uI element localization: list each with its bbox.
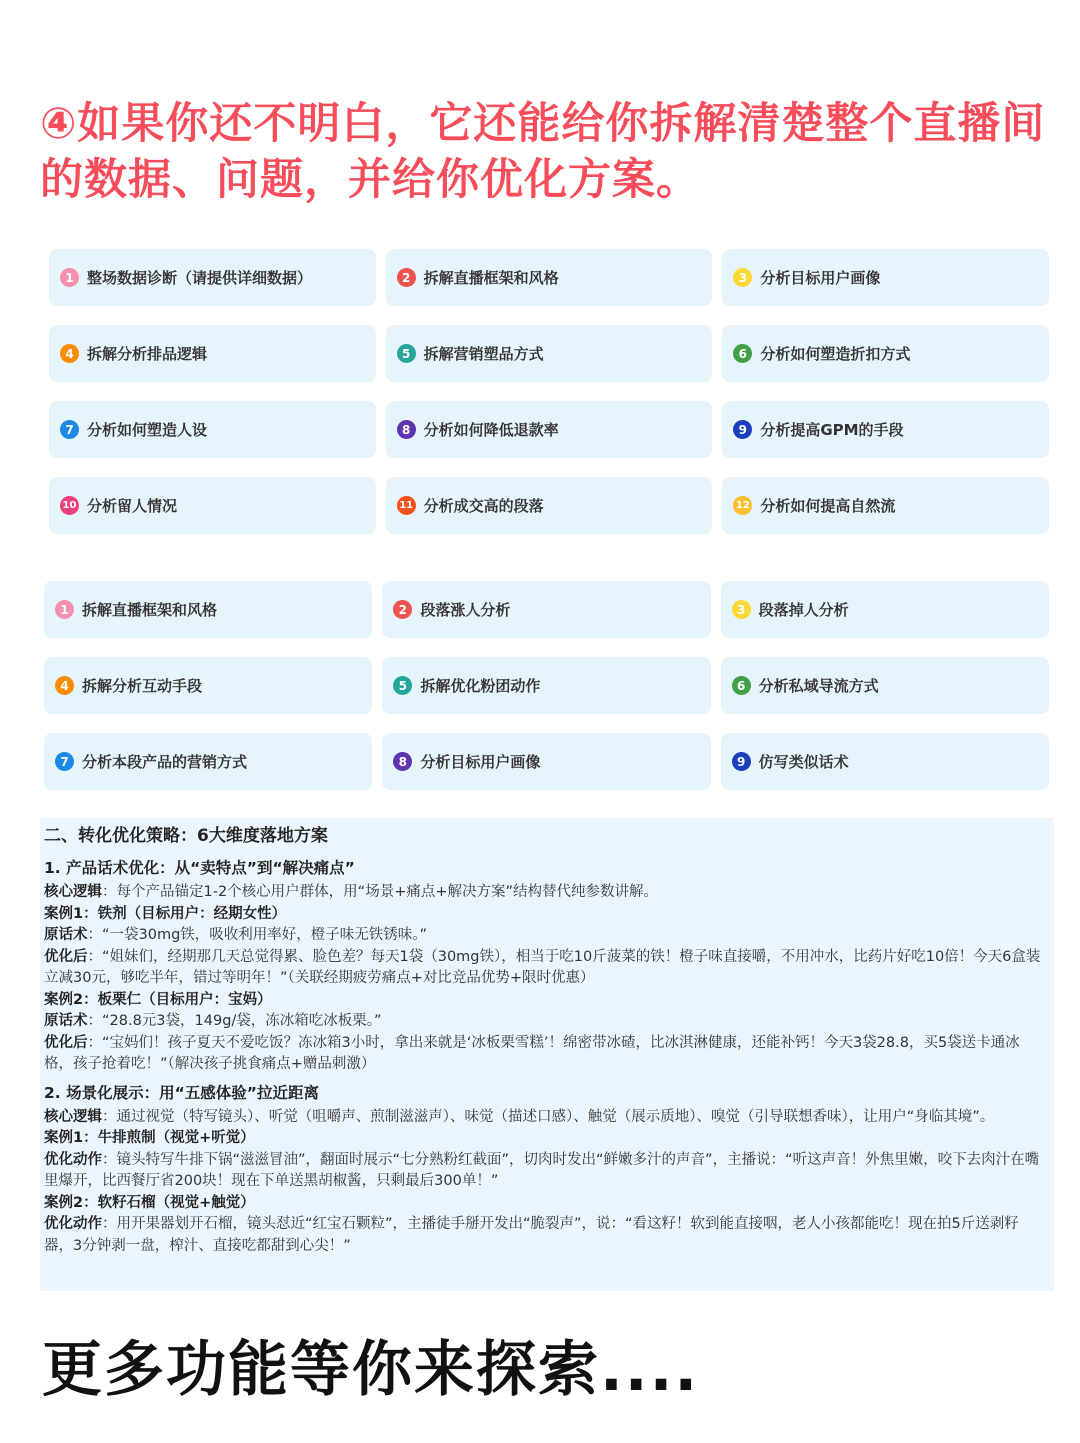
number-badge-icon: 12 [733,496,752,515]
feature-pill[interactable] [722,325,1049,382]
number-badge-icon: 6 [733,344,752,363]
number-badge-icon: 10 [60,496,79,515]
feature-pill-label: 分析成交高的段落 [423,497,544,515]
case-2-title: 案例2：板栗仁（目标用户：宝妈） [44,991,272,1008]
feature-pill-label: 分析提高GPM的手段 [760,421,904,439]
feature-pill[interactable] [382,581,710,638]
number-badge-icon: 3 [733,268,752,287]
number-badge-icon: 9 [732,752,751,771]
feature-pill[interactable] [49,249,376,306]
feature-pill[interactable] [382,657,710,714]
page-headline: ④如果你还不明白，它还能给你拆解清楚整个直播间的数据、问题，并给你优化方案。 [40,99,1046,205]
number-badge-icon: 8 [397,420,416,439]
feature-pill[interactable] [49,477,376,534]
feature-pill-label: 拆解直播框架和风格 [82,601,218,619]
number-badge-icon: 3 [732,600,751,619]
feature-pill[interactable] [49,401,376,458]
feature-pill-label: 分析留人情况 [87,497,178,515]
feature-pill[interactable] [44,733,372,790]
footer-slogan: 更多功能等你来探索.... [42,1335,700,1405]
feature-pill-label: 拆解优化粉团动作 [420,677,541,695]
feature-pill[interactable] [44,657,372,714]
number-badge-icon: 1 [60,268,79,287]
feature-pill[interactable] [722,249,1049,306]
strategy-article [40,818,1054,1291]
feature-pill-label: 分析本段产品的营销方式 [82,753,248,771]
feature-pill[interactable] [382,733,710,790]
article-title: 二、转化优化策略：6大维度落地方案 [44,826,328,846]
feature-pill-label: 拆解分析排品逻辑 [87,345,208,363]
feature-pill[interactable] [386,325,713,382]
feature-pill-label: 分析目标用户画像 [420,753,541,771]
case-3-action: 优化动作：镜头特写牛排下锅“滋滋冒油”，翻面时展示“七分熟粉红截面”，切肉时发出“鲜嫩多汁的声音”，主播说：“听这声音！外焦里嫩，咬下去肉汁在嘴里爆开，比西餐厅省200块！现在下单送黑胡椒酱，只剩最后300单！” [44,1151,1040,1189]
feature-pill-label: 拆解营销塑品方式 [423,345,544,363]
number-badge-icon: 1 [55,600,74,619]
number-badge-icon: 2 [397,268,416,287]
number-badge-icon: 2 [393,600,412,619]
feature-grid-1 [49,249,1049,534]
case-3-title: 案例1：牛排煎制（视觉+听觉） [44,1130,255,1146]
feature-pill[interactable] [386,477,713,534]
feature-pill-label: 段落涨人分析 [420,601,511,619]
feature-pill-label: 仿写类似话术 [758,753,849,771]
section-1-heading: 1. 产品话术优化：从“卖特点”到“解决痛点” [44,859,355,877]
feature-pill-label: 分析如何提高自然流 [760,497,896,515]
number-badge-icon: 5 [393,676,412,695]
feature-pill-label: 段落掉人分析 [758,601,849,619]
case-1-original: 原话术：“一袋30mg铁，吸收利用率好，橙子味无铁锈味。” [44,927,428,943]
feature-pill[interactable] [386,401,713,458]
feature-pill[interactable] [721,657,1049,714]
feature-pill-label: 拆解直播框架和风格 [423,269,559,287]
section-1-logic: 核心逻辑：每个产品锚定1-2个核心用户群体，用“场景+痛点+解决方案”结构替代纯参数讲解。 [44,884,659,900]
case-1-optimized: 优化后：“姐妹们，经期那几天总觉得累、脸色差？每天1袋（30mg铁），相当于吃10斤菠菜的铁！橙子味直接嚼，不用冲水，比药片好吃10倍！今天6盒装立减30元，够吃半年，错过等明年！”（关联经期疲劳痛点+对比竞品优势+限时优惠） [44,948,1041,986]
feature-pill[interactable] [722,401,1049,458]
number-badge-icon: 6 [732,676,751,695]
number-badge-icon: 9 [733,420,752,439]
case-2-original: 原话术：“28.8元3袋，149g/袋，冻冰箱吃冰板栗。” [44,1013,382,1029]
case-4-action: 优化动作：用开果器划开石榴，镜头怼近“红宝石颗粒”，主播徒手掰开发出“脆裂声”，说：“看这籽！软到能直接咽，老人小孩都能吃！现在拍5斤送剥籽器，3分钟剥一盘，榨汁、直接吃都甜到心尖！” [44,1216,1019,1254]
feature-pill[interactable] [721,733,1049,790]
feature-pill[interactable] [722,477,1049,534]
case-2-optimized: 优化后：“宝妈们！孩子夏天不爱吃饭？冻冰箱3小时，拿出来就是‘冰板栗雪糕’！绵密带冰碴，比冰淇淋健康，还能补钙！今天3袋28.8，买5袋送卡通冰格，孩子抢着吃！”（解决孩子挑食痛点+赠品刺激） [44,1034,1020,1072]
number-badge-icon: 4 [60,344,79,363]
feature-pill[interactable] [49,325,376,382]
feature-pill-label: 分析如何塑造折扣方式 [760,345,911,363]
feature-pill-label: 整场数据诊断（请提供详细数据） [87,269,313,287]
number-badge-icon: 5 [397,344,416,363]
number-badge-icon: 7 [60,420,79,439]
number-badge-icon: 8 [393,752,412,771]
feature-pill-label: 拆解分析互动手段 [82,677,203,695]
feature-pill-label: 分析如何降低退款率 [423,421,559,439]
feature-pill[interactable] [721,581,1049,638]
feature-pill-label: 分析目标用户画像 [760,269,881,287]
number-badge-icon: 7 [55,752,74,771]
feature-grid-2 [44,581,1049,790]
feature-pill-label: 分析私域导流方式 [758,677,879,695]
section-2-heading: 2. 场景化展示：用“五感体验”拉近距离 [44,1083,319,1102]
number-badge-icon: 11 [397,496,416,515]
feature-pill-label: 分析如何塑造人设 [87,421,208,439]
section-2-logic: 核心逻辑：通过视觉（特写镜头）、听觉（咀嚼声、煎制滋滋声）、味觉（描述口感）、触觉（展示质地）、嗅觉（引导联想香味），让用户“身临其境”。 [44,1108,995,1125]
feature-pill[interactable] [386,249,713,306]
feature-pill[interactable] [44,581,372,638]
number-badge-icon: 4 [55,676,74,695]
case-4-title: 案例2：软籽石榴（视觉+触觉） [44,1194,255,1211]
case-1-title: 案例1：铁剂（目标用户：经期女性） [44,905,287,922]
